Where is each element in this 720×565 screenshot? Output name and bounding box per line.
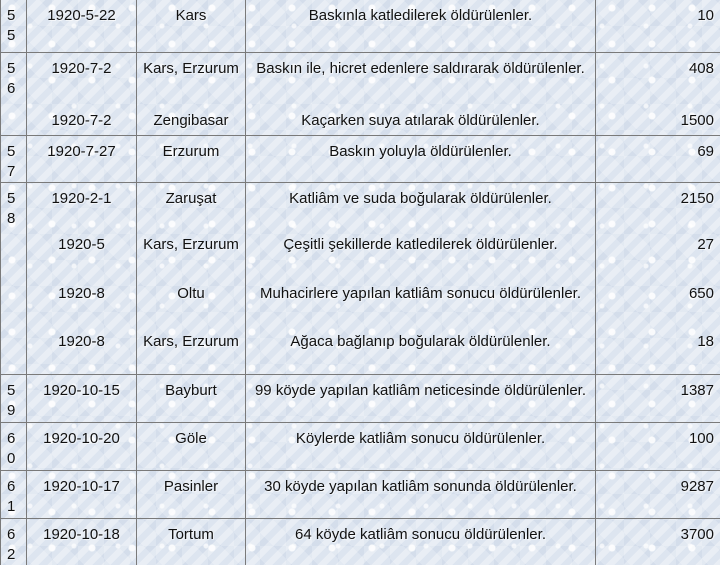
count-value: 1500 (681, 111, 714, 131)
count-cell (596, 105, 720, 135)
place-cell: Erzurum (137, 135, 246, 182)
place-cell: Kars, Erzurum (137, 229, 246, 278)
description-cell: Baskın ile, hicret edenlere saldırarak öldürülenler. (246, 52, 596, 105)
count-cell (596, 519, 720, 565)
place-cell: Tortum (137, 519, 246, 565)
row-number: 5 6 (1, 52, 27, 105)
date-cell: 1920-7-2 (27, 52, 137, 105)
row-number (1, 105, 27, 135)
count-value: 9287 (681, 477, 714, 497)
place-cell: Zaruşat (137, 182, 246, 229)
row-number: 5 9 (1, 375, 27, 423)
count-value: 408 (689, 59, 714, 79)
table-row (1, 326, 720, 375)
date-cell: 1920-10-18 (27, 519, 137, 565)
count-cell (596, 326, 720, 375)
description-cell: Baskın yoluyla öldürülenler. (246, 135, 596, 182)
place-cell: Oltu (137, 278, 246, 326)
date-cell: 1920-5 (27, 229, 137, 278)
date-cell: 1920-10-15 (27, 375, 137, 423)
count-value: 3700 (681, 525, 714, 545)
count-value: 650 (689, 284, 714, 304)
count-value: 18 (697, 332, 714, 352)
date-cell: 1920-10-17 (27, 471, 137, 519)
row-number (1, 326, 27, 375)
count-cell (596, 52, 720, 105)
description-cell: 64 köyde katliâm sonucu öldürülenler. (246, 519, 596, 565)
date-cell: 1920-7-2 (27, 105, 137, 135)
description-cell: Muhacirlere yapılan katliâm sonucu öldürülenler. (246, 278, 596, 326)
table-row (1, 0, 720, 52)
description-cell: 99 köyde yapılan katliâm neticesinde öldürülenler. (246, 375, 596, 423)
date-cell: 1920-2-1 (27, 182, 137, 229)
count-value: 69 (697, 142, 714, 162)
place-cell: Göle (137, 423, 246, 471)
count-value: 100 (689, 429, 714, 449)
table-row (1, 229, 720, 278)
place-cell: Kars (137, 0, 246, 52)
row-number: 6 0 (1, 423, 27, 471)
count-cell (596, 0, 720, 52)
table-row (1, 519, 720, 565)
table-row (1, 52, 720, 105)
count-value: 27 (697, 235, 714, 255)
date-cell: 1920-8 (27, 326, 137, 375)
row-number (1, 229, 27, 278)
date-cell: 1920-5-22 (27, 0, 137, 52)
table-row (1, 278, 720, 326)
count-value: 1387 (681, 381, 714, 401)
place-cell: Kars, Erzurum (137, 52, 246, 105)
row-number (1, 278, 27, 326)
description-cell: Ağaca bağlanıp boğularak öldürülenler. (246, 326, 596, 375)
count-cell (596, 375, 720, 423)
place-cell: Pasinler (137, 471, 246, 519)
count-cell (596, 229, 720, 278)
row-number: 5 5 (1, 0, 27, 52)
row-number: 5 7 (1, 135, 27, 182)
count-value: 10 (697, 6, 714, 26)
count-cell (596, 423, 720, 471)
description-cell: Katliâm ve suda boğularak öldürülenler. (246, 182, 596, 229)
table-row (1, 182, 720, 229)
row-number: 5 8 (1, 182, 27, 229)
table-row (1, 471, 720, 519)
description-cell: Köylerde katliâm sonucu öldürülenler. (246, 423, 596, 471)
count-cell (596, 135, 720, 182)
place-cell: Bayburt (137, 375, 246, 423)
date-cell: 1920-8 (27, 278, 137, 326)
date-cell: 1920-10-20 (27, 423, 137, 471)
row-number: 6 1 (1, 471, 27, 519)
table-row (1, 423, 720, 471)
description-cell: Baskınla katledilerek öldürülenler. (246, 0, 596, 52)
description-cell: Kaçarken suya atılarak öldürülenler. (246, 105, 596, 135)
count-value: 2150 (681, 189, 714, 209)
place-cell: Kars, Erzurum (137, 326, 246, 375)
table-row (1, 375, 720, 423)
count-cell (596, 278, 720, 326)
description-cell: 30 köyde yapılan katliâm sonunda öldürülenler. (246, 471, 596, 519)
table-row (1, 105, 720, 135)
date-cell: 1920-7-27 (27, 135, 137, 182)
row-number: 6 2 (1, 519, 27, 565)
description-cell: Çeşitli şekillerde katledilerek öldürülenler. (246, 229, 596, 278)
place-cell: Zengibasar (137, 105, 246, 135)
count-cell (596, 471, 720, 519)
count-cell (596, 182, 720, 229)
table-row (1, 135, 720, 182)
